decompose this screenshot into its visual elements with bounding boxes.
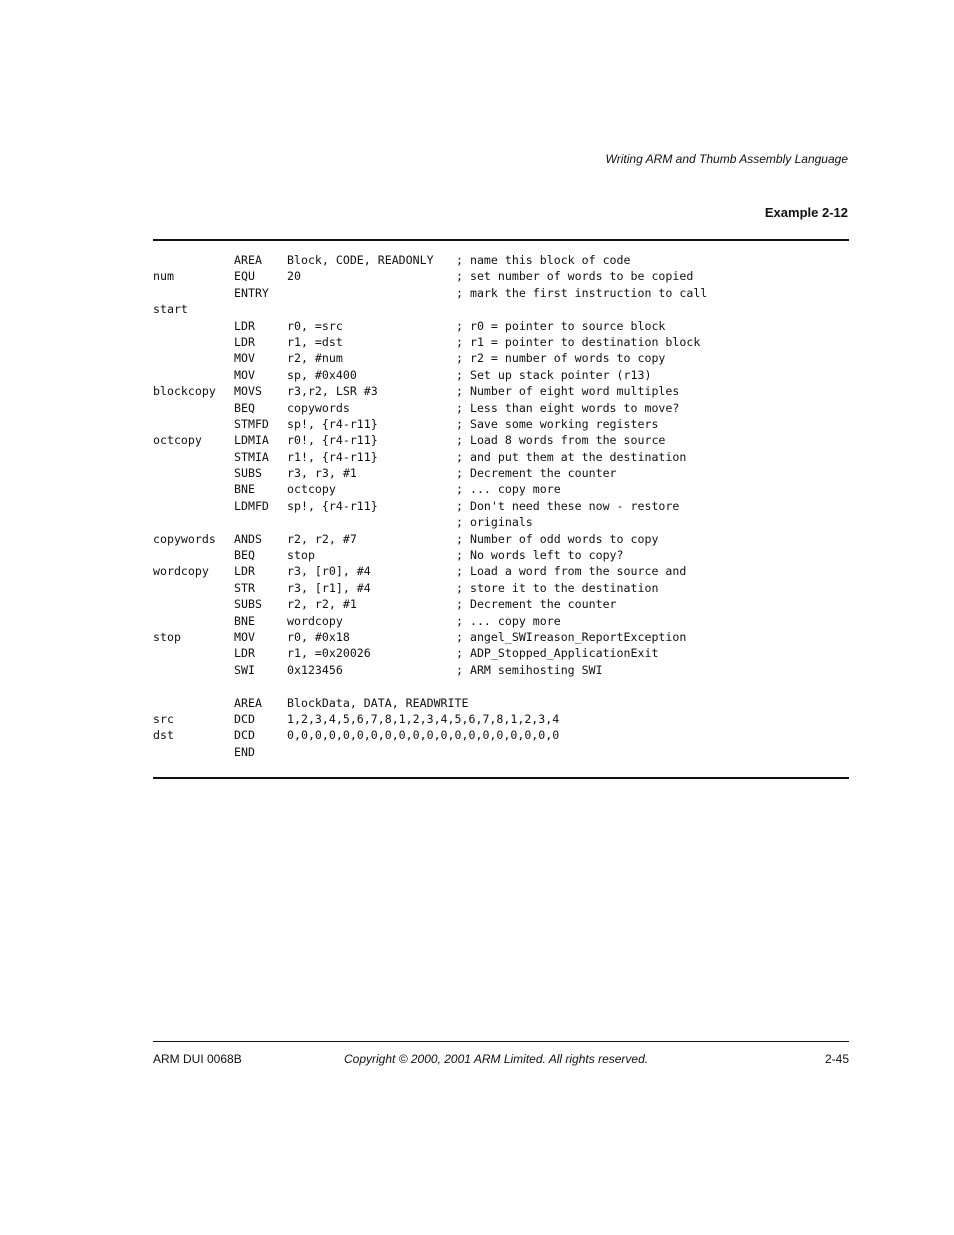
code-line [153,481,849,497]
code-comment: ; Save some working registers [456,416,659,431]
code-mnemonic: LDR [234,334,255,349]
code-line [153,498,849,514]
code-line [153,531,849,547]
code-comment: ; name this block of code [456,253,631,267]
code-operands: wordcopy [287,613,343,628]
code-comment: ; originals [456,515,533,530]
code-comment: ; Number of odd words to copy [456,531,659,546]
code-line [153,563,849,579]
code-mnemonic: MOV [234,367,255,382]
code-comment: ; Less than eight words to move? [456,400,680,415]
code-line [153,432,849,448]
code-operands: r0!, {r4-r11} [287,433,378,448]
code-line [153,596,849,612]
code-comment: ; r2 = number of words to copy [456,351,666,366]
code-operands: 0,0,0,0,0,0,0,0,0,0,0,0,0,0,0,0,0,0,0,0 [287,728,560,743]
code-label: num [153,269,174,284]
code-line [153,547,849,563]
code-mnemonic: MOV [234,351,255,366]
code-line [153,727,849,743]
code-mnemonic: BEQ [234,548,255,563]
code-line [153,514,849,530]
code-comment: ; ... copy more [456,613,561,628]
code-mnemonic: SUBS [234,597,262,612]
code-label: src [153,711,174,726]
code-line [153,662,849,678]
code-line [153,383,849,399]
code-line [153,252,849,268]
code-mnemonic: ENTRY [234,285,269,300]
top-rule [153,239,849,241]
code-comment: ; Decrement the counter [456,466,617,481]
code-operands: r1!, {r4-r11} [287,449,378,464]
code-comment: ; Decrement the counter [456,597,617,612]
code-operands: copywords [287,400,350,415]
code-operands: 1,2,3,4,5,6,7,8,1,2,3,4,5,6,7,8,1,2,3,4 [287,711,560,726]
code-comment: ; ... copy more [456,482,561,497]
code-operands: sp!, {r4-r11} [287,498,378,513]
code-mnemonic: STMIA [234,449,269,464]
code-mnemonic: END [234,744,255,759]
code-mnemonic: LDR [234,564,255,579]
code-mnemonic: AREA [234,695,262,710]
code-comment: ; ADP_Stopped_ApplicationExit [456,646,659,661]
code-mnemonic: SUBS [234,466,262,481]
code-label: wordcopy [153,564,209,579]
code-operands: r3, r3, #1 [287,466,357,481]
code-mnemonic: MOVS [234,384,262,399]
code-mnemonic: STMFD [234,416,269,431]
code-comment: ; store it to the destination [456,580,659,595]
footer-copyright: Copyright © 2000, 2001 ARM Limited. All rights reserved. [344,1052,649,1066]
code-operands: r2, r2, #7 [287,531,357,546]
code-mnemonic: STR [234,580,255,595]
code-comment: ; and put them at the destination [456,449,687,464]
code-comment: ; Load 8 words from the source [456,433,666,448]
code-line [153,449,849,465]
code-mnemonic: LDMIA [234,433,269,448]
code-comment: ; No words left to copy? [456,548,624,563]
code-mnemonic: DCD [234,711,255,726]
code-operands: r2, r2, #1 [287,597,357,612]
code-label: start [153,302,188,317]
code-line [153,400,849,416]
code-operands: r3,r2, LSR #3 [287,384,378,399]
code-operands: sp!, {r4-r11} [287,416,378,431]
code-listing [153,252,849,760]
code-operands: 20 [287,269,301,284]
code-operands: r3, [r1], #4 [287,580,371,595]
code-label: octcopy [153,433,202,448]
code-comment: ; r0 = pointer to source block [456,318,666,333]
code-comment: ; ARM semihosting SWI [456,662,603,677]
code-mnemonic: LDR [234,318,255,333]
running-header: Writing ARM and Thumb Assembly Language [605,152,848,166]
code-mnemonic: BNE [234,613,255,628]
code-mnemonic: LDR [234,646,255,661]
code-comment: ; Set up stack pointer (r13) [456,367,652,382]
code-line [153,465,849,481]
code-operands: r1, =0x20026 [287,646,371,661]
code-mnemonic: BNE [234,482,255,497]
code-comment: ; Don't need these now - restore [456,498,680,513]
code-comment: ; r1 = pointer to destination block [456,334,701,349]
code-label: dst [153,728,174,743]
code-line [153,711,849,727]
code-label: stop [153,629,181,644]
code-label: copywords [153,531,216,546]
code-mnemonic: BEQ [234,400,255,415]
code-mnemonic: EQU [234,269,255,284]
code-mnemonic: SWI [234,662,255,677]
code-line [153,334,849,350]
code-comment: ; Load a word from the source and [456,564,687,579]
code-line [153,268,849,284]
code-line [153,318,849,334]
code-mnemonic: LDMFD [234,498,269,513]
code-line [153,350,849,366]
code-line [153,744,849,760]
footer-page-number: 2-45 [824,1052,849,1066]
code-operands: 0x123456 [287,662,343,677]
code-line [153,416,849,432]
code-line [153,580,849,596]
code-operands: stop [287,548,315,563]
code-comment: ; set number of words to be copied [456,269,694,284]
code-line [153,301,849,317]
code-label: blockcopy [153,384,216,399]
code-operands: r2, #num [287,351,343,366]
code-operands: BlockData, DATA, READWRITE [287,695,469,710]
code-operands: octcopy [287,482,336,497]
code-comment: ; mark the first instruction to call [456,285,708,300]
code-line [153,695,849,711]
code-line [153,645,849,661]
code-operands: r0, =src [287,318,343,333]
code-mnemonic: DCD [234,728,255,743]
code-line [153,367,849,383]
code-line [153,629,849,645]
code-operands: r0, #0x18 [287,629,350,644]
code-operands: sp, #0x400 [287,367,357,382]
footer-rule [153,1041,849,1042]
code-line [153,285,849,301]
code-operands: r3, [r0], #4 [287,564,371,579]
code-operands: r1, =dst [287,334,343,349]
example-title: Example 2-12 [764,205,848,220]
code-line [153,613,849,629]
code-mnemonic: MOV [234,629,255,644]
code-mnemonic: AREA [234,253,262,267]
code-line [153,678,849,694]
code-comment: ; angel_SWIreason_ReportException [456,629,687,644]
bottom-rule [153,777,849,779]
footer-doc-id: ARM DUI 0068B [153,1052,242,1066]
code-mnemonic: ANDS [234,531,262,546]
code-operands: Block, CODE, READONLY [287,253,434,267]
code-comment: ; Number of eight word multiples [456,384,680,399]
